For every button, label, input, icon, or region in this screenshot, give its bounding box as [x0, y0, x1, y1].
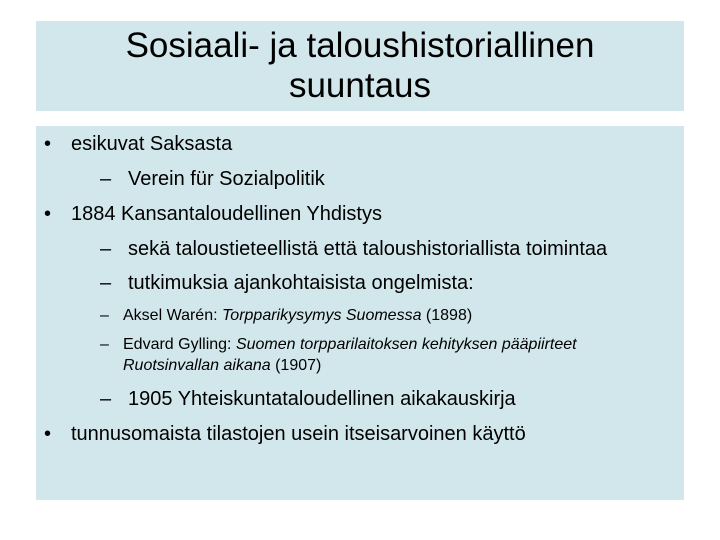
- reference-author: Aksel Warén:: [123, 307, 222, 324]
- dash-marker: –: [100, 238, 112, 260]
- slide-title-line-1: Sosiaali- ja taloushistoriallinen: [125, 26, 595, 65]
- title-box: [36, 21, 684, 111]
- reference-author: Edvard Gylling:: [123, 336, 236, 353]
- dash-marker: –: [100, 307, 109, 324]
- bullet-marker: •: [44, 203, 52, 225]
- bullet-item: tunnusomaista tilastojen usein itseisarvoinen käyttö: [71, 423, 526, 445]
- sub-item: sekä taloustieteellistä että taloushistoriallista toimintaa: [128, 238, 608, 260]
- sub-item: 1905 Yhteiskuntataloudellinen aikakauskirja: [128, 388, 516, 410]
- bullet-item: esikuvat Saksasta: [71, 133, 233, 155]
- reference-year: (1907): [270, 357, 322, 374]
- sub-item: Verein für Sozialpolitik: [128, 168, 325, 190]
- bullet-item: 1884 Kansantaloudellinen Yhdistys: [71, 203, 382, 225]
- bullet-marker: •: [44, 423, 52, 445]
- reference-title: Ruotsinvallan aikana: [123, 357, 271, 374]
- reference-title: Torpparikysymys Suomessa: [222, 307, 422, 324]
- reference-year: (1898): [421, 307, 473, 324]
- slide-title-line-2: suuntaus: [288, 66, 432, 105]
- reference-item: [123, 335, 577, 355]
- dash-marker: –: [100, 168, 112, 190]
- reference-item-continued: [123, 356, 321, 376]
- reference-item: [123, 306, 472, 326]
- dash-marker: –: [100, 272, 112, 294]
- bullet-marker: •: [44, 133, 52, 155]
- reference-title: Suomen torpparilaitoksen kehityksen pääpiirteet: [235, 336, 577, 353]
- dash-marker: –: [100, 336, 109, 353]
- sub-item: tutkimuksia ajankohtaisista ongelmista:: [128, 272, 474, 294]
- dash-marker: –: [100, 388, 112, 410]
